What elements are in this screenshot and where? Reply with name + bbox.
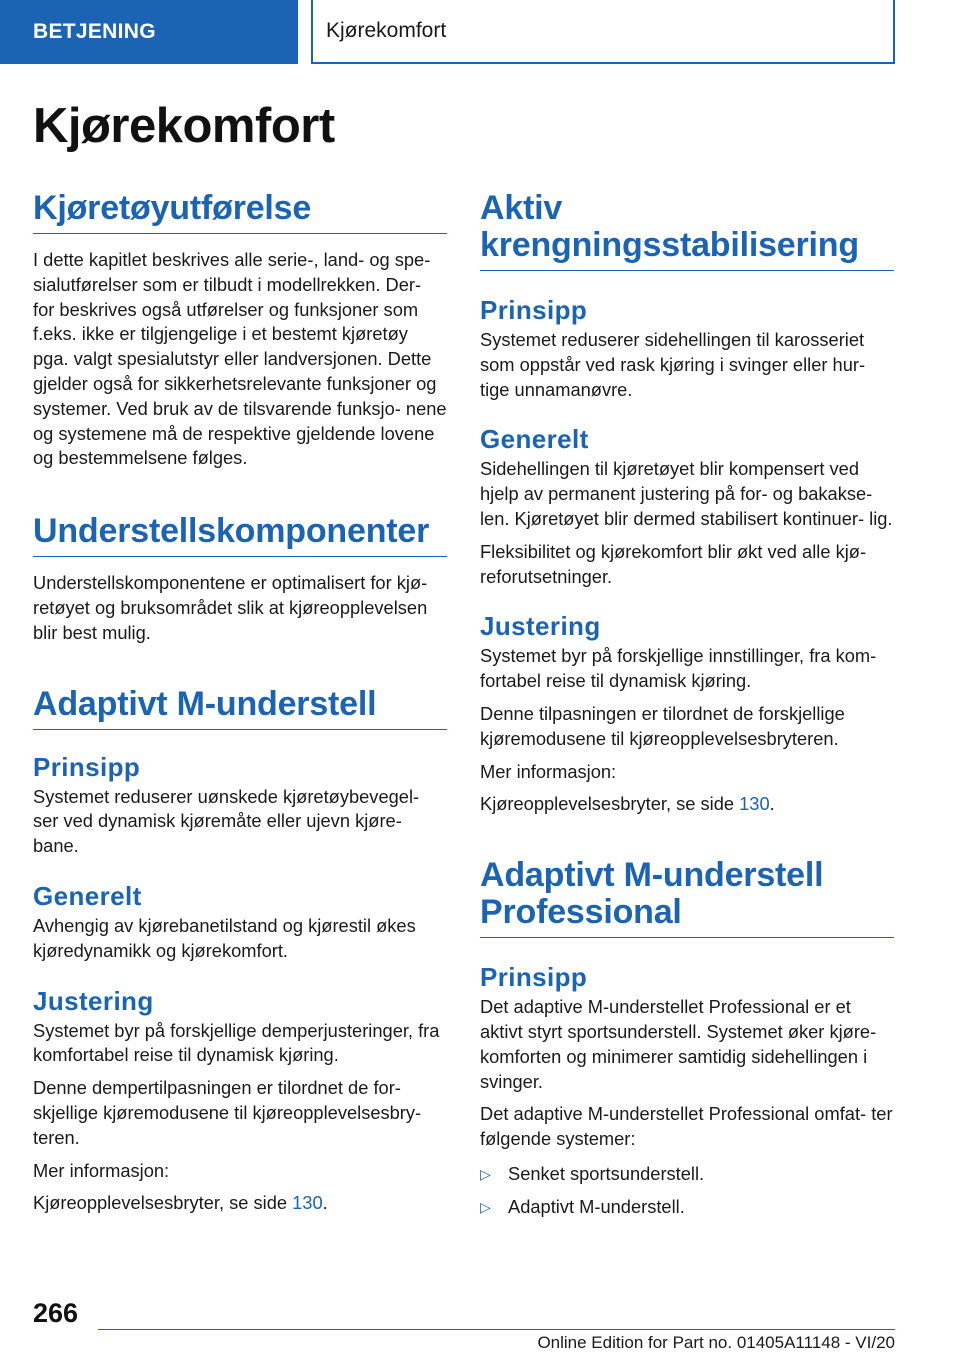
- page-title: Kjørekomfort: [33, 99, 335, 153]
- roll-reference-page-link[interactable]: 130: [739, 793, 770, 815]
- adaptive-section-heading: Adaptivt M-understell: [33, 686, 447, 730]
- list-item: [480, 1195, 894, 1220]
- page-number: 266: [33, 1298, 79, 1328]
- roll-adjust-heading: Justering: [480, 611, 601, 642]
- chapter-header: [311, 0, 895, 64]
- adaptive-more-info: Mer informasjon:: [33, 1159, 170, 1181]
- section-tab-label: BETJENING: [33, 20, 156, 43]
- right-column: [480, 190, 894, 1228]
- roll-section-heading: Aktiv krengningsstabilisering: [480, 190, 894, 271]
- pro-principle-heading: Prinsipp: [480, 962, 588, 993]
- pro-systems-list: [480, 1162, 894, 1220]
- adaptive-principle-heading: Prinsipp: [33, 751, 141, 782]
- pro-section-heading: Adaptivt M-understell Professional: [480, 857, 894, 938]
- roll-reference-end: .: [769, 793, 775, 815]
- roll-reference-text: Kjøreopplevelsesbryter, se side: [480, 793, 740, 815]
- section-tab: [0, 0, 298, 64]
- list-item-label: Adaptivt M-understell.: [508, 1195, 685, 1217]
- roll-reference: [480, 792, 894, 817]
- triangle-bullet-icon: ▷: [480, 1198, 491, 1215]
- left-column: [33, 190, 447, 1216]
- list-item: [480, 1162, 894, 1187]
- adaptive-reference-page-link[interactable]: 130: [292, 1192, 323, 1214]
- roll-general-body-2: Fleksibilitet og kjørekomfort blir økt ved alle kjø- reforutsetninger.: [480, 540, 867, 587]
- adaptive-general-heading: Generelt: [33, 880, 142, 911]
- footer-edition: Online Edition for Part no. 01405A11148 - VI/20: [537, 1333, 895, 1352]
- triangle-bullet-icon: ▷: [480, 1165, 491, 1182]
- chapter-header-label: Kjørekomfort: [326, 19, 447, 42]
- adaptive-principle-body: Systemet reduserer uønskede kjøretøybevegel- ser ved dynamisk kjøremåte eller ujevn kjøre- bane.: [33, 785, 420, 857]
- roll-principle-body: Systemet reduserer sidehellingen til karosseriet som oppstår ved rask kjøring i svinger eller hur- tige unnamanøvre.: [480, 329, 866, 400]
- roll-adjust-body-2: Denne tilpasningen er tilordnet de forskjellige kjøremodusene til kjøreopplevelsesbryteren.: [480, 702, 845, 749]
- adaptive-reference-text: Kjøreopplevelsesbryter, se side: [33, 1192, 293, 1214]
- adaptive-reference-end: .: [322, 1192, 328, 1214]
- vehicle-section-body: I dette kapitlet beskrives alle serie-, land- og spe- sialutførelser som er tilbudt i modellrekken. Der- for beskrives også utførelser og funksjoner som f.eks. ikke er tilgjengelige i et bestemt kjøretøy pga. valgt spesialutstyr eller landversjonen. Dette gjelder også for sikkerhetsrelevante funksjoner og systemer. Ved bruk av de tilsvarende funksjo- nene og systemene må de respektive gjeldende lovene og bestemmelsene følges.: [33, 249, 447, 469]
- pro-principle-body-2: Det adaptive M-understellet Professional omfat- ter følgende systemer:: [480, 1103, 893, 1150]
- roll-general-body-1: Sidehellingen til kjøretøyet blir kompensert ved hjelp av permanent justering på for- og bakakse- len. Kjøretøyet blir dermed stabilisert kontinuer- lig.: [480, 458, 893, 529]
- roll-principle-heading: Prinsipp: [480, 295, 588, 325]
- adaptive-general-body: Avhengig av kjørebanetilstand og kjørestil økes kjøredynamikk og kjørekomfort.: [33, 914, 416, 961]
- vehicle-section-heading: Kjøretøyutførelse: [33, 190, 447, 234]
- roll-general-heading: Generelt: [480, 424, 589, 455]
- adaptive-adjust-body-1: Systemet byr på forskjellige demperjusteringer, fra komfortabel reise til dynamisk kjøring.: [33, 1019, 440, 1066]
- list-item-label: Senket sportsunderstell.: [508, 1162, 705, 1184]
- pro-principle-body-1: Det adaptive M-understellet Professional er et aktivt styrt sportsunderstell. Systemet øker kjøre- komforten og minimerer samtidig sidehellingen i svinger.: [480, 996, 877, 1092]
- adaptive-adjust-body-2: Denne dempertilpasningen er tilordnet de for- skjellige kjøremodusene til kjøreopplevelsesbry- teren.: [33, 1077, 422, 1148]
- roll-more-info: Mer informasjon:: [480, 760, 617, 782]
- adaptive-adjust-heading: Justering: [33, 985, 154, 1016]
- chassis-section-body: Understellskomponentene er optimalisert for kjø- retøyet og bruksområdet slik at kjøreopplevelsen blir best mulig.: [33, 572, 428, 643]
- adaptive-reference: [33, 1191, 447, 1216]
- roll-adjust-body-1: Systemet byr på forskjellige innstillinger, fra kom- fortabel reise til dynamisk kjøring.: [480, 645, 877, 692]
- chassis-section-heading: Understellskomponenter: [33, 513, 447, 557]
- footer-divider: [98, 1329, 895, 1330]
